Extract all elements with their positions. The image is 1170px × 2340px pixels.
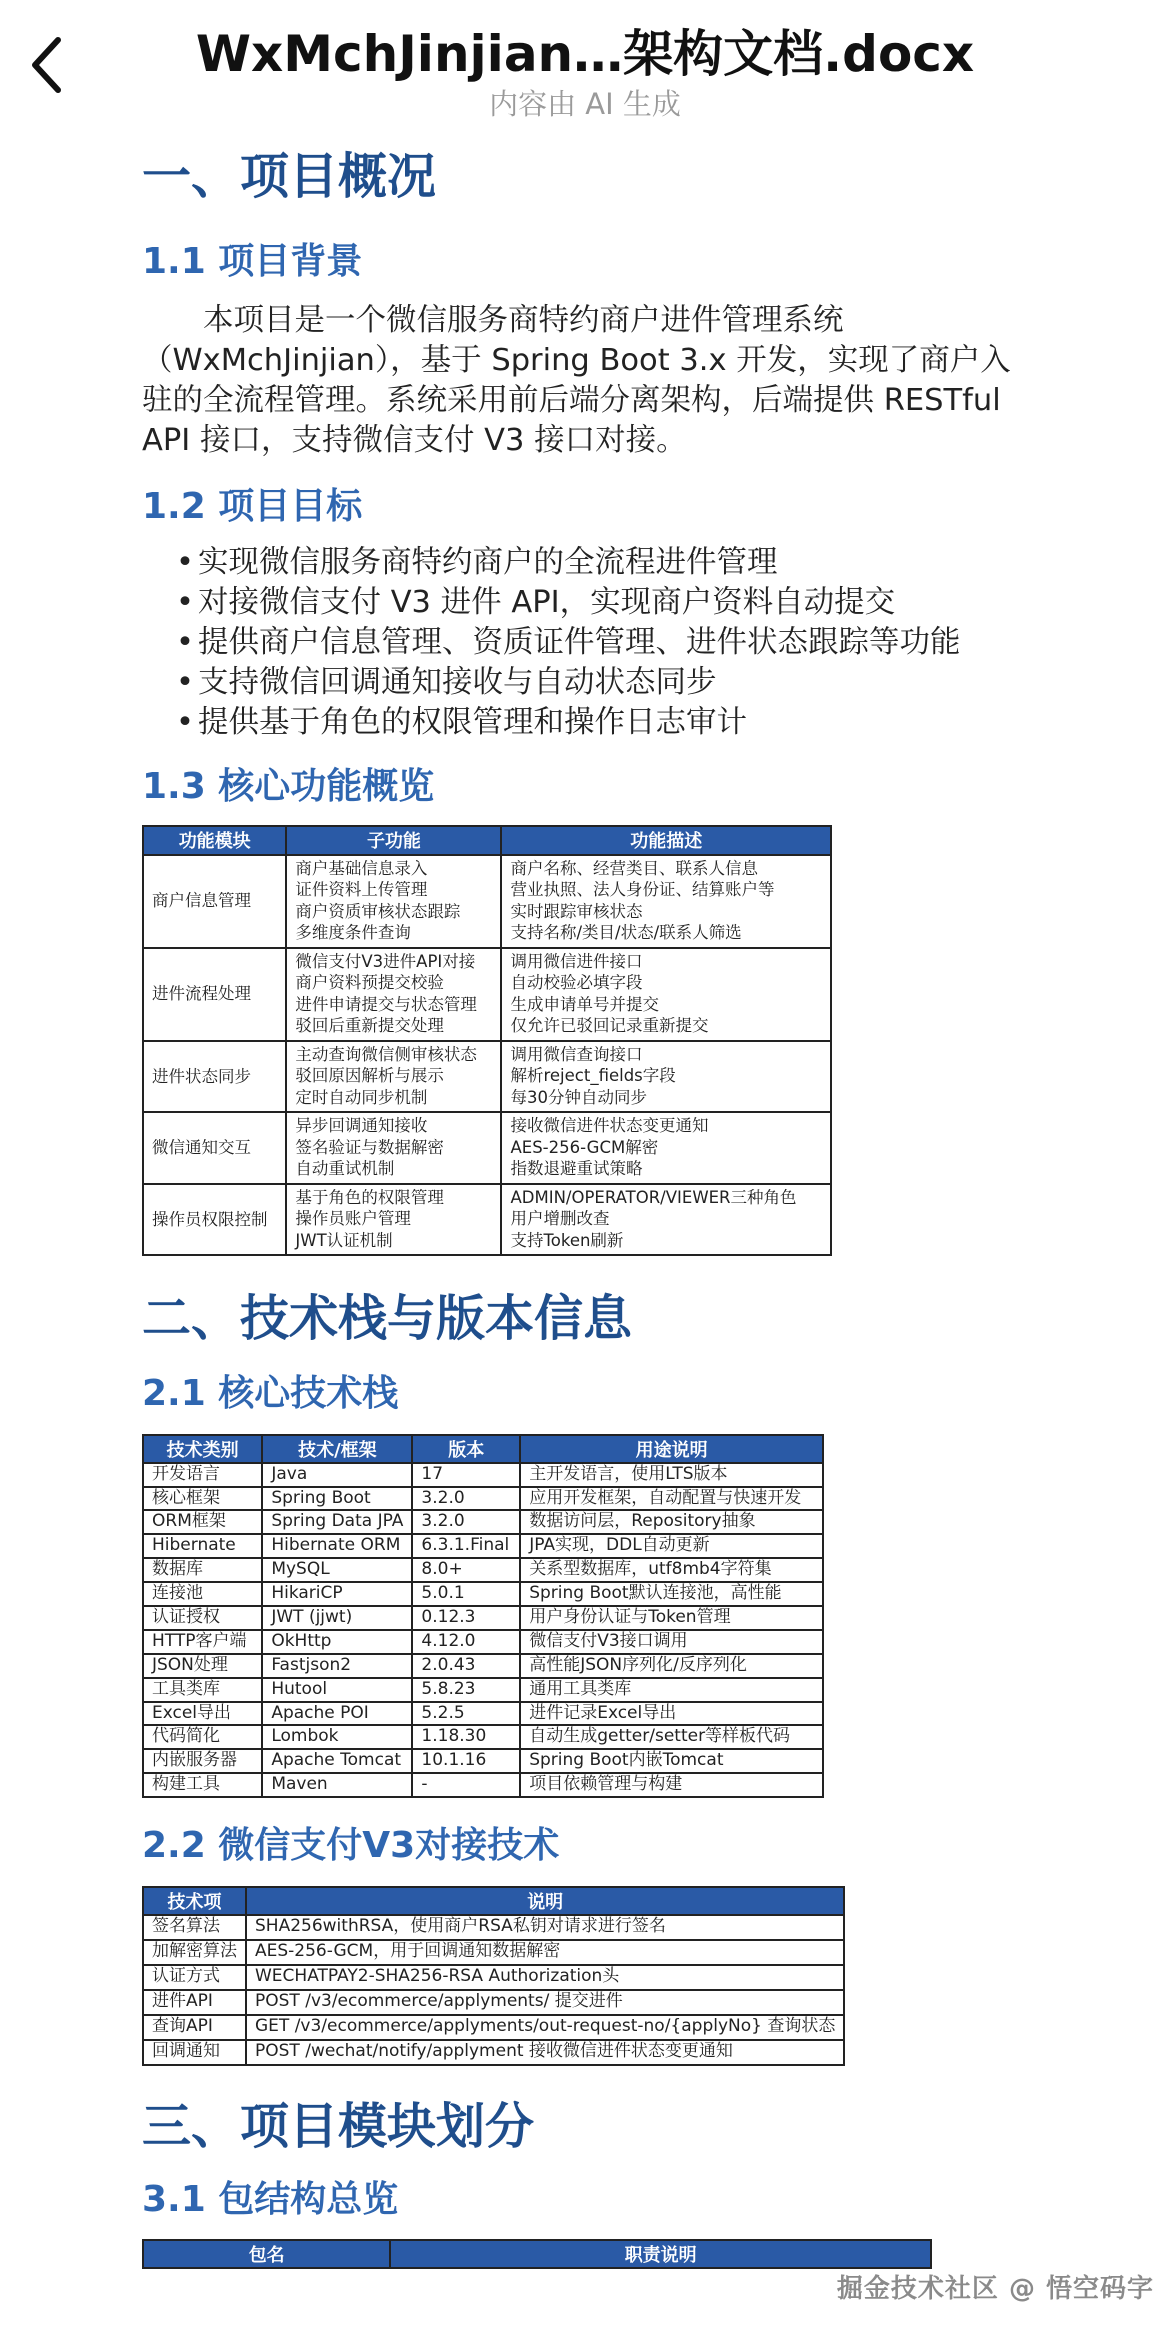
table-row	[143, 1606, 823, 1630]
bullet-dot: •	[176, 545, 194, 581]
table-cell: 1.18.30	[412, 1725, 520, 1749]
section-1-heading: 一、项目概况	[142, 148, 437, 205]
table-row	[143, 1112, 831, 1184]
goal-item	[142, 623, 1042, 663]
wechat-pay-v3-table	[142, 1886, 845, 2066]
goal-text: 对接微信支付 V3 进件 API，实现商户资料自动提交	[198, 585, 896, 621]
table-cell: 通用工具类库	[520, 1678, 823, 1702]
table-row	[143, 1678, 823, 1702]
column-header: 技术/框架	[262, 1435, 412, 1463]
goal-text: 提供商户信息管理、资质证件管理、进件状态跟踪等功能	[198, 625, 961, 661]
feature-description: ADMIN/OPERATOR/VIEWER三种角色 用户增删改查 支持Token刷新	[501, 1184, 831, 1256]
feature-subfunctions: 基于角色的权限管理 操作员账户管理 JWT认证机制	[286, 1184, 501, 1256]
table-cell: 5.0.1	[412, 1582, 520, 1606]
goals-list	[142, 543, 1042, 743]
document-title: WxMchJinjian…架构文档.docx	[195, 25, 975, 83]
table-cell: 5.2.5	[412, 1702, 520, 1726]
table-cell: ORM框架	[143, 1510, 262, 1534]
table-row	[143, 1940, 844, 1965]
bullet-dot: •	[176, 705, 194, 741]
table-cell: 项目依赖管理与构建	[520, 1773, 823, 1797]
table-cell: 10.1.16	[412, 1749, 520, 1773]
project-background-paragraph: 本项目是一个微信服务商特约商户进件管理系统（WxMchJinjian），基于 Spring Boot 3.x 开发，实现了商户入驻的全流程管理。系统采用前后端分离架构，后端提供 RESTful API 接口，支持微信支付 V3 接口对接。	[142, 303, 1011, 459]
table-cell: JPA实现，DDL自动更新	[520, 1534, 823, 1558]
tech-stack-table	[142, 1434, 824, 1798]
feature-overview-table	[142, 825, 832, 1257]
column-header: 功能模块	[143, 826, 286, 855]
table-cell: 查询API	[143, 2015, 246, 2040]
table-cell: Hibernate	[143, 1534, 262, 1558]
table-cell: 代码简化	[143, 1725, 262, 1749]
table-row	[143, 948, 831, 1041]
table-row	[143, 1463, 823, 1487]
table-cell: Apache POI	[262, 1702, 412, 1726]
section-1-2-heading: 1.2 项目目标	[142, 486, 363, 528]
table-cell: 开发语言	[143, 1463, 262, 1487]
table-cell: Excel导出	[143, 1702, 262, 1726]
table-cell: JSON处理	[143, 1654, 262, 1678]
column-header: 子功能	[286, 826, 501, 855]
table-cell: Lombok	[262, 1725, 412, 1749]
section-2-2-heading: 2.2 微信支付V3对接技术	[142, 1825, 560, 1867]
goal-text: 实现微信服务商特约商户的全流程进件管理	[198, 545, 778, 581]
table-row	[143, 1630, 823, 1654]
feature-description: 接收微信进件状态变更通知 AES-256-GCM解密 指数退避重试策略	[501, 1112, 831, 1184]
feature-description: 商户名称、经营类目、联系人信息 营业执照、法人身份证、结算账户等 实时跟踪审核状态 支持名称/类目/状态/联系人筛选	[501, 855, 831, 948]
document-body[interactable]	[142, 140, 1042, 2269]
table-cell: Spring Boot	[262, 1487, 412, 1511]
table-row	[143, 1510, 823, 1534]
table-cell: 签名算法	[143, 1915, 246, 1940]
table-row	[143, 1558, 823, 1582]
table-cell: 应用开发框架，自动配置与快速开发	[520, 1487, 823, 1511]
column-header: 版本	[412, 1435, 520, 1463]
table-cell: 微信支付V3接口调用	[520, 1630, 823, 1654]
bullet-dot: •	[176, 625, 194, 661]
table-cell: 17	[412, 1463, 520, 1487]
table-cell: HTTP客户端	[143, 1630, 262, 1654]
goal-text: 支持微信回调通知接收与自动状态同步	[198, 665, 717, 701]
table-cell: AES-256-GCM，用于回调通知数据解密	[246, 1940, 844, 1965]
goal-item	[142, 663, 1042, 703]
table-cell: 3.2.0	[412, 1510, 520, 1534]
section-1-1-heading: 1.1 项目背景	[142, 240, 363, 282]
table-row	[143, 1915, 844, 1940]
table-row	[143, 1582, 823, 1606]
table-row	[143, 1654, 823, 1678]
table-cell: 5.8.23	[412, 1678, 520, 1702]
table-cell: GET /v3/ecommerce/applyments/out-request-no/{applyNo} 查询状态	[246, 2015, 844, 2040]
section-1-3-heading: 1.3 核心功能概览	[142, 766, 435, 808]
table-cell: Fastjson2	[262, 1654, 412, 1678]
table-cell: WECHATPAY2-SHA256-RSA Authorization头	[246, 1965, 844, 1990]
table-row	[143, 1041, 831, 1113]
table-cell: 6.3.1.Final	[412, 1534, 520, 1558]
table-cell: 用户身份认证与Token管理	[520, 1606, 823, 1630]
table-row	[143, 1725, 823, 1749]
table-cell: 3.2.0	[412, 1487, 520, 1511]
table-cell: SHA256withRSA，使用商户RSA私钥对请求进行签名	[246, 1915, 844, 1940]
table-cell: 0.12.3	[412, 1606, 520, 1630]
table-cell: POST /v3/ecommerce/applyments/ 提交进件	[246, 1990, 844, 2015]
table-cell: 进件API	[143, 1990, 246, 2015]
ai-generated-note: 内容由 AI 生成	[489, 87, 681, 121]
table-cell: 回调通知	[143, 2040, 246, 2065]
table-row	[143, 1487, 823, 1511]
table-cell: Maven	[262, 1773, 412, 1797]
table-row	[143, 855, 831, 948]
feature-description: 调用微信查询接口 解析reject_fields字段 每30分钟自动同步	[501, 1041, 831, 1113]
table-cell: 数据库	[143, 1558, 262, 1582]
table-cell: POST /wechat/notify/applyment 接收微信进件状态变更通知	[246, 2040, 844, 2065]
table-cell: 认证方式	[143, 1965, 246, 1990]
goal-item	[142, 583, 1042, 623]
table-cell: 4.12.0	[412, 1630, 520, 1654]
table-cell: Spring Boot默认连接池，高性能	[520, 1582, 823, 1606]
table-cell: Hibernate ORM	[262, 1534, 412, 1558]
table-cell: 高性能JSON序列化/反序列化	[520, 1654, 823, 1678]
table-row	[143, 1184, 831, 1256]
table-cell: Hutool	[262, 1678, 412, 1702]
goal-item	[142, 543, 1042, 583]
section-3-1-heading: 3.1 包结构总览	[142, 2178, 399, 2220]
feature-subfunctions: 主动查询微信侧审核状态 驳回原因解析与展示 定时自动同步机制	[286, 1041, 501, 1113]
goal-item	[142, 703, 1042, 743]
watermark: 掘金技术社区 @ 悟空码字	[836, 2274, 1154, 2304]
table-row	[143, 1773, 823, 1797]
table-row	[143, 1749, 823, 1773]
table-cell: OkHttp	[262, 1630, 412, 1654]
column-header: 技术项	[143, 1887, 246, 1915]
feature-module: 进件状态同步	[143, 1041, 286, 1113]
column-header: 用途说明	[520, 1435, 823, 1463]
table-row	[143, 1534, 823, 1558]
section-2-1-heading: 2.1 核心技术栈	[142, 1373, 399, 1415]
goal-text: 提供基于角色的权限管理和操作日志审计	[198, 705, 747, 741]
table-cell: 自动生成getter/setter等样板代码	[520, 1725, 823, 1749]
bullet-dot: •	[176, 665, 194, 701]
table-cell: 2.0.43	[412, 1654, 520, 1678]
bullet-dot: •	[176, 585, 194, 621]
table-cell: JWT (jjwt)	[262, 1606, 412, 1630]
table-cell: 认证授权	[143, 1606, 262, 1630]
table-cell: 内嵌服务器	[143, 1749, 262, 1773]
table-cell: 关系型数据库，utf8mb4字符集	[520, 1558, 823, 1582]
table-cell: 加解密算法	[143, 1940, 246, 1965]
section-2-heading: 二、技术栈与版本信息	[142, 1290, 633, 1348]
top-bar	[0, 0, 1170, 130]
table-cell: Spring Boot内嵌Tomcat	[520, 1749, 823, 1773]
column-header: 说明	[246, 1887, 844, 1915]
table-cell: 数据访问层，Repository抽象	[520, 1510, 823, 1534]
table-cell: 核心框架	[143, 1487, 262, 1511]
table-cell: 8.0+	[412, 1558, 520, 1582]
feature-module: 商户信息管理	[143, 855, 286, 948]
table-cell: Java	[262, 1463, 412, 1487]
column-header: 职责说明	[390, 2240, 931, 2268]
feature-description: 调用微信进件接口 自动校验必填字段 生成申请单号并提交 仅允许已驳回记录重新提交	[501, 948, 831, 1041]
table-cell: 构建工具	[143, 1773, 262, 1797]
table-cell: MySQL	[262, 1558, 412, 1582]
table-cell: 进件记录Excel导出	[520, 1702, 823, 1726]
feature-subfunctions: 异步回调通知接收 签名验证与数据解密 自动重试机制	[286, 1112, 501, 1184]
feature-subfunctions: 商户基础信息录入 证件资料上传管理 商户资质审核状态跟踪 多维度条件查询	[286, 855, 501, 948]
table-row	[143, 1965, 844, 1990]
table-cell: 主开发语言，使用LTS版本	[520, 1463, 823, 1487]
table-cell: Spring Data JPA	[262, 1510, 412, 1534]
feature-subfunctions: 微信支付V3进件API对接 商户资料预提交校验 进件申请提交与状态管理 驳回后重新提交处理	[286, 948, 501, 1041]
table-cell: HikariCP	[262, 1582, 412, 1606]
feature-module: 微信通知交互	[143, 1112, 286, 1184]
column-header: 技术类别	[143, 1435, 262, 1463]
table-row	[143, 1990, 844, 2015]
feature-module: 进件流程处理	[143, 948, 286, 1041]
table-row	[143, 1702, 823, 1726]
table-row	[143, 2015, 844, 2040]
section-3-heading: 三、项目模块划分	[142, 2097, 535, 2155]
column-header: 包名	[143, 2240, 390, 2268]
table-row	[143, 2040, 844, 2065]
table-cell: 连接池	[143, 1582, 262, 1606]
table-cell: Apache Tomcat	[262, 1749, 412, 1773]
feature-module: 操作员权限控制	[143, 1184, 286, 1256]
table-cell: -	[412, 1773, 520, 1797]
column-header: 功能描述	[501, 826, 831, 855]
package-structure-table	[142, 2239, 932, 2269]
table-cell: 工具类库	[143, 1678, 262, 1702]
